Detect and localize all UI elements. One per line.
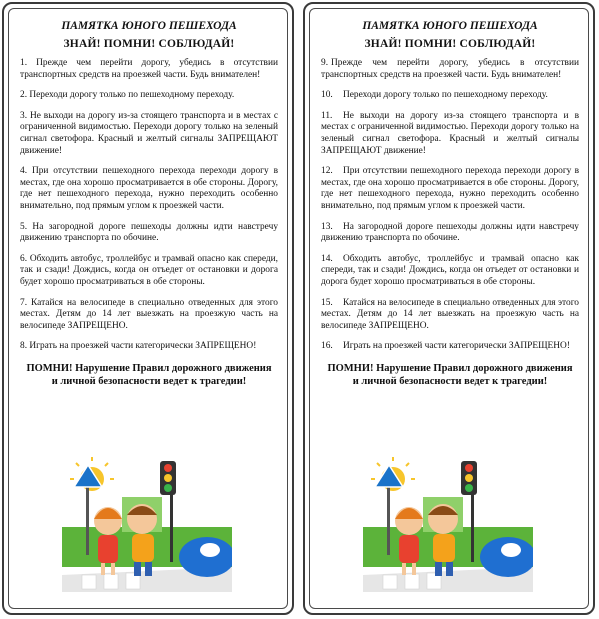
sign-pole-icon xyxy=(86,485,89,555)
rule-text: На загородной дороге пешеходы должны идти навстречу движению транспорта по обочине. xyxy=(321,221,579,244)
rule-text: Обходить автобус, троллейбус и трамвай опасно как спереди, так и сзади! Дождись, когда он отъедет от остановки и дорога будет хорошо просматриваться в обе стороны. xyxy=(20,253,279,287)
rule-text: Играть на проезжей части категорически ЗАПРЕЩЕНО! xyxy=(29,341,257,352)
safety-warning xyxy=(321,362,579,388)
rule-text: Не выходи на дорогу из-за стоящего транспорта и в местах с ограниченной видимостью. Переходи дорогу только на зеленый сигнал светофора. Красный и желтый сигналы ЗАПРЕЩАЮТ движение! xyxy=(321,110,579,156)
rule-item xyxy=(20,90,278,102)
rule-number: 3. xyxy=(20,110,28,121)
rule-text: Прежде чем перейти дорогу, убедись в отсутствии транспортных средств на проезжей части. Будь внимателен! xyxy=(321,58,579,80)
rule-text: Обходить автобус, троллейбус и трамвай опасно как спереди, так и сзади! Дождись, когда он отъедет от остановки и дорога будет хорошо просматриваться в обе стороны. xyxy=(321,253,579,287)
rule-number: 15. xyxy=(321,297,333,308)
memo-card-right xyxy=(303,2,595,615)
rule-text: Переходи дорогу только по пешеходному переходу. xyxy=(29,90,235,101)
memo-title: ПАМЯТКА ЮНОГО ПЕШЕХОДА xyxy=(61,20,237,32)
memo-title: ПАМЯТКА ЮНОГО ПЕШЕХОДА xyxy=(362,20,538,32)
rule-item xyxy=(321,58,579,81)
rule-item xyxy=(20,166,278,212)
rule-text: Не выходи на дорогу из-за стоящего транспорта и в местах с ограниченной видимостью. Переходи дорогу только на зеленый сигнал светофора. Красный и желтый сигналы ЗАПРЕЩАЮТ движение! xyxy=(20,110,279,156)
rule-number: 10. xyxy=(321,90,333,101)
rule-item xyxy=(20,254,278,289)
rule-item xyxy=(20,298,278,333)
rule-number: 14. xyxy=(321,253,333,264)
warning-line: и личной безопасности ведет к трагедии! xyxy=(352,375,548,387)
rule-item xyxy=(321,222,579,245)
rule-number: 9. xyxy=(321,58,329,68)
rule-item xyxy=(20,341,278,353)
rule-number: 1. xyxy=(20,58,28,68)
crosswalk-icon xyxy=(383,573,441,589)
rule-item xyxy=(20,58,278,81)
rule-text: Переходи дорогу только по пешеходному переходу. xyxy=(343,90,548,101)
rule-text: Играть на проезжей части категорически ЗАПРЕЩЕНО! xyxy=(343,341,570,352)
rules-list xyxy=(321,58,579,353)
rule-number: 8. xyxy=(20,341,28,352)
rule-number: 4. xyxy=(20,166,28,177)
card-content xyxy=(20,20,278,388)
rule-item xyxy=(321,341,579,353)
rule-number: 13. xyxy=(321,221,333,232)
rule-text: Прежде чем перейти дорогу, убедись в отсутствии транспортных средств на проезжей части. Будь внимателен! xyxy=(20,58,278,80)
rule-number: 11. xyxy=(321,110,333,121)
children-crossing-illustration xyxy=(62,457,232,592)
rule-text: Катайся на велосипеде в специально отведенных для этого местах. Детям до 14 лет выезжать на проезжую часть на велосипеде ЗАПРЕЩЕНО. xyxy=(20,297,278,331)
warning-line: ПОМНИ! Нарушение Правил дорожного движения xyxy=(327,362,573,374)
rule-text: Катайся на велосипеде в специально отведенных для этого местах. Детям до 14 лет выезжать на проезжую часть на велосипеде ЗАПРЕЩЕНО. xyxy=(321,297,579,331)
rule-text: При отсутствии пешеходного перехода переходи дорогу в местах, где она хорошо просматривается в обе стороны. Дорогу, где нет пешеходного перехода, нужно переходить особенно внимательно, под прямым углом к проезжей части. xyxy=(20,166,279,211)
memo-card-left xyxy=(2,2,294,615)
rule-number: 16. xyxy=(321,341,333,352)
safety-warning xyxy=(20,362,278,388)
memo-subtitle: ЗНАЙ! ПОМНИ! СОБЛЮДАЙ! xyxy=(63,38,235,50)
sign-pole-icon xyxy=(387,485,390,555)
memo-subtitle: ЗНАЙ! ПОМНИ! СОБЛЮДАЙ! xyxy=(364,38,536,50)
rule-item xyxy=(20,222,278,245)
crosswalk-icon xyxy=(82,573,140,589)
rule-item xyxy=(20,111,278,157)
rule-text: На загородной дороге пешеходы должны идти навстречу движению транспорта по обочине. xyxy=(20,221,279,244)
rule-item xyxy=(321,166,579,212)
rule-number: 2. xyxy=(20,90,28,101)
rule-item xyxy=(321,254,579,289)
rule-number: 6. xyxy=(20,253,28,264)
rule-item xyxy=(321,298,579,333)
rule-number: 12. xyxy=(321,166,333,177)
children-crossing-illustration xyxy=(363,457,533,592)
rule-text: При отсутствии пешеходного перехода переходи дорогу в местах, где она хорошо просматривается в обе стороны. Дорогу, где нет пешеходного перехода, нужно переходить особенно внимательно, под прямым углом к проезжей части. xyxy=(321,166,579,211)
card-content xyxy=(321,20,579,388)
rule-item xyxy=(321,90,579,102)
rule-number: 5. xyxy=(20,221,28,232)
rules-list xyxy=(20,58,278,353)
rule-number: 7. xyxy=(20,297,28,308)
warning-line: ПОМНИ! Нарушение Правил дорожного движения xyxy=(26,362,272,374)
rule-item xyxy=(321,111,579,157)
warning-line: и личной безопасности ведет к трагедии! xyxy=(51,375,247,387)
